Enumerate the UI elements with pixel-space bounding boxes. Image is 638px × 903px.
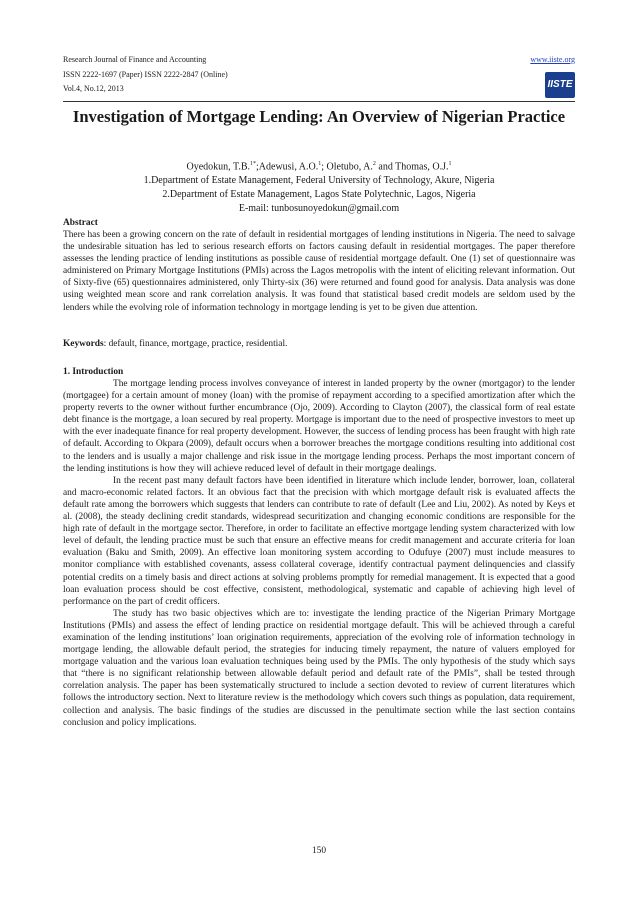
keywords-text: : default, finance, mortgage, practice, residential. [103, 339, 288, 349]
affiliation-2: 2.Department of Estate Management, Lagos State Polytechnic, Lagos, Nigeria [162, 189, 476, 201]
author-1-sup: 1* [250, 161, 256, 167]
section-heading-introduction: 1. Introduction [63, 367, 124, 377]
iiste-logo: IISTE [545, 72, 575, 98]
author-4: and Thomas, O.J. [375, 161, 449, 173]
introduction-body [63, 378, 575, 729]
paper-title: Investigation of Mortgage Lending: An Overview of Nigerian Practice [72, 107, 566, 126]
author-2: ;Adewusi, A.O. [256, 161, 319, 173]
keywords-label: Keywords [63, 339, 104, 349]
header-divider [63, 101, 575, 102]
journal-issn: ISSN 2222-1697 (Paper) ISSN 2222-2847 (Online) [63, 69, 228, 79]
journal-header [63, 53, 228, 97]
author-line [63, 157, 575, 174]
header-right [530, 53, 575, 98]
journal-volume: Vol.4, No.12, 2013 [63, 84, 124, 93]
author-3-sup: 2 [372, 161, 376, 167]
author-block [63, 157, 575, 216]
abstract-text: There has been a growing concern on the rate of default in residential mortgages of lending institutions in Nigeria. The need to salvage the undesirable situation has led to serious research efforts on factors causing default in residential mortgages. The paper therefore assesses the lending practice of lending institutions as possible cause of residential mortgage default. One (1) set of questionnaire was administered on Primary Mortgage Institutions (PMIs) across the Lagos metropolis with the intent of eliciting relevant information. Out of Sixty-five (65) questionnaires administered, only Thirty-six (36) were returned and found good for analysis. Data analysis was done using weighted mean score and rank correlation analysis. It was found that statistical based credit models are seldom used by the lenders while the evolving role of information technology in mortgage lending is yet to be given due attention. [63, 230, 575, 313]
intro-paragraph-2: In the recent past many default factors have been identified in literature which include lender, borrower, loan, collateral and macro-economic related factors. It an obvious fact that the precision with which mortgage default risk is evaluated affects the default rate among the borrowers which suggests that lenders can contribute to rate of default (Lee and Liu, 2002). As noted by Keys et al. (2008), the steady declining credit standards, widespread securitization and changing economic conditions are responsible for the high rate of default in the mortgage sector. Therefore, in order to facilitate an effective mortgage lending system characterized with low level of default, the lending practice must be such that ensure an effective means for credit management and accurate criteria for loan evaluation (Baku and Smith, 2009). An effective loan monitoring system according to Odufuye (2007) must include measures to monitor compliance with established covenants, assess collateral coverage, identify contractual payment delinquencies and classify potential credits on a timely basis and direct actions at solving problems promptly for remedial management. It is expected that a good loan evaluation process should be cost effective, consistent, methodological, systematic and capable of achieving high level of performance on the part of credit officers. [63, 475, 575, 607]
author-3: ; Oletubo, A. [321, 161, 373, 173]
author-2-sup: 1 [318, 161, 322, 167]
intro-paragraph-3: The study has two basic objectives which are to: investigate the lending practice of the Nigerian Primary Mortgage Institutions (PMIs) and assess the effect of lending practice on residential mortgage default. This will be achieved through a careful examination of the lending institutions’ loan origination requirements, appreciation of the evolving role of information technology in mortgage lending, the allowable default period, the strategies for inducing timely repayment, the nature of valuers employed for mortgage valuation and the various loan evaluation techniques being used by the PMIs. The only hypothesis of the study which says that “there is no significant relationship between allowable default period and default rate of the PMIs”, shall be tested through correlation analysis. The paper has been systematically structured to include a section devoted to review of current literatures which follows the introductory section. Next to literature review is the methodology which covers such things as population, data requirement, collection and analysis. The basic findings of the studies are discussed in the penultimate section while the last section contains conclusion and policy implications. [63, 608, 575, 728]
intro-paragraph-1: The mortgage lending process involves conveyance of interest in landed property by the owner (mortgagor) to the lender (mortgagee) for a certain amount of money (loan) with the promise of repayment according to a specified amortization after which the property reverts to the owner without further encumbrance (Ojo, 2009). According to Clayton (2007), the classical form of real estate debt finance is the mortgage, a loan secured by real property. Mortgage is important due to the need of prospective investors to meet up with the ever inadequate finance for real property development. However, the success of lending process has been fraught with high rate of default. According to Okpara (2009), default occurs when a borrower breaches the mortgage conditions resulting into additional cost to the lenders and is usually a major challenge and risk issue in the mortgage lending process. Perhaps the most important concern of the lending institutions is how they will achieve reduced level of default in their mortgage dealings. [63, 379, 575, 474]
journal-url-link[interactable]: www.iiste.org [530, 55, 575, 64]
abstract-heading: Abstract [63, 218, 98, 228]
author-4-sup: 1 [448, 161, 452, 167]
page-number: 150 [311, 846, 327, 856]
keywords-line [63, 338, 575, 350]
author-1: Oyedokun, T.B. [186, 161, 250, 173]
author-email: E-mail: tunbosunoyedokun@gmail.com [238, 203, 400, 215]
affiliation-1: 1.Department of Estate Management, Federal University of Technology, Akure, Nigeria [143, 175, 495, 187]
journal-name: Research Journal of Finance and Accounting [63, 55, 207, 64]
